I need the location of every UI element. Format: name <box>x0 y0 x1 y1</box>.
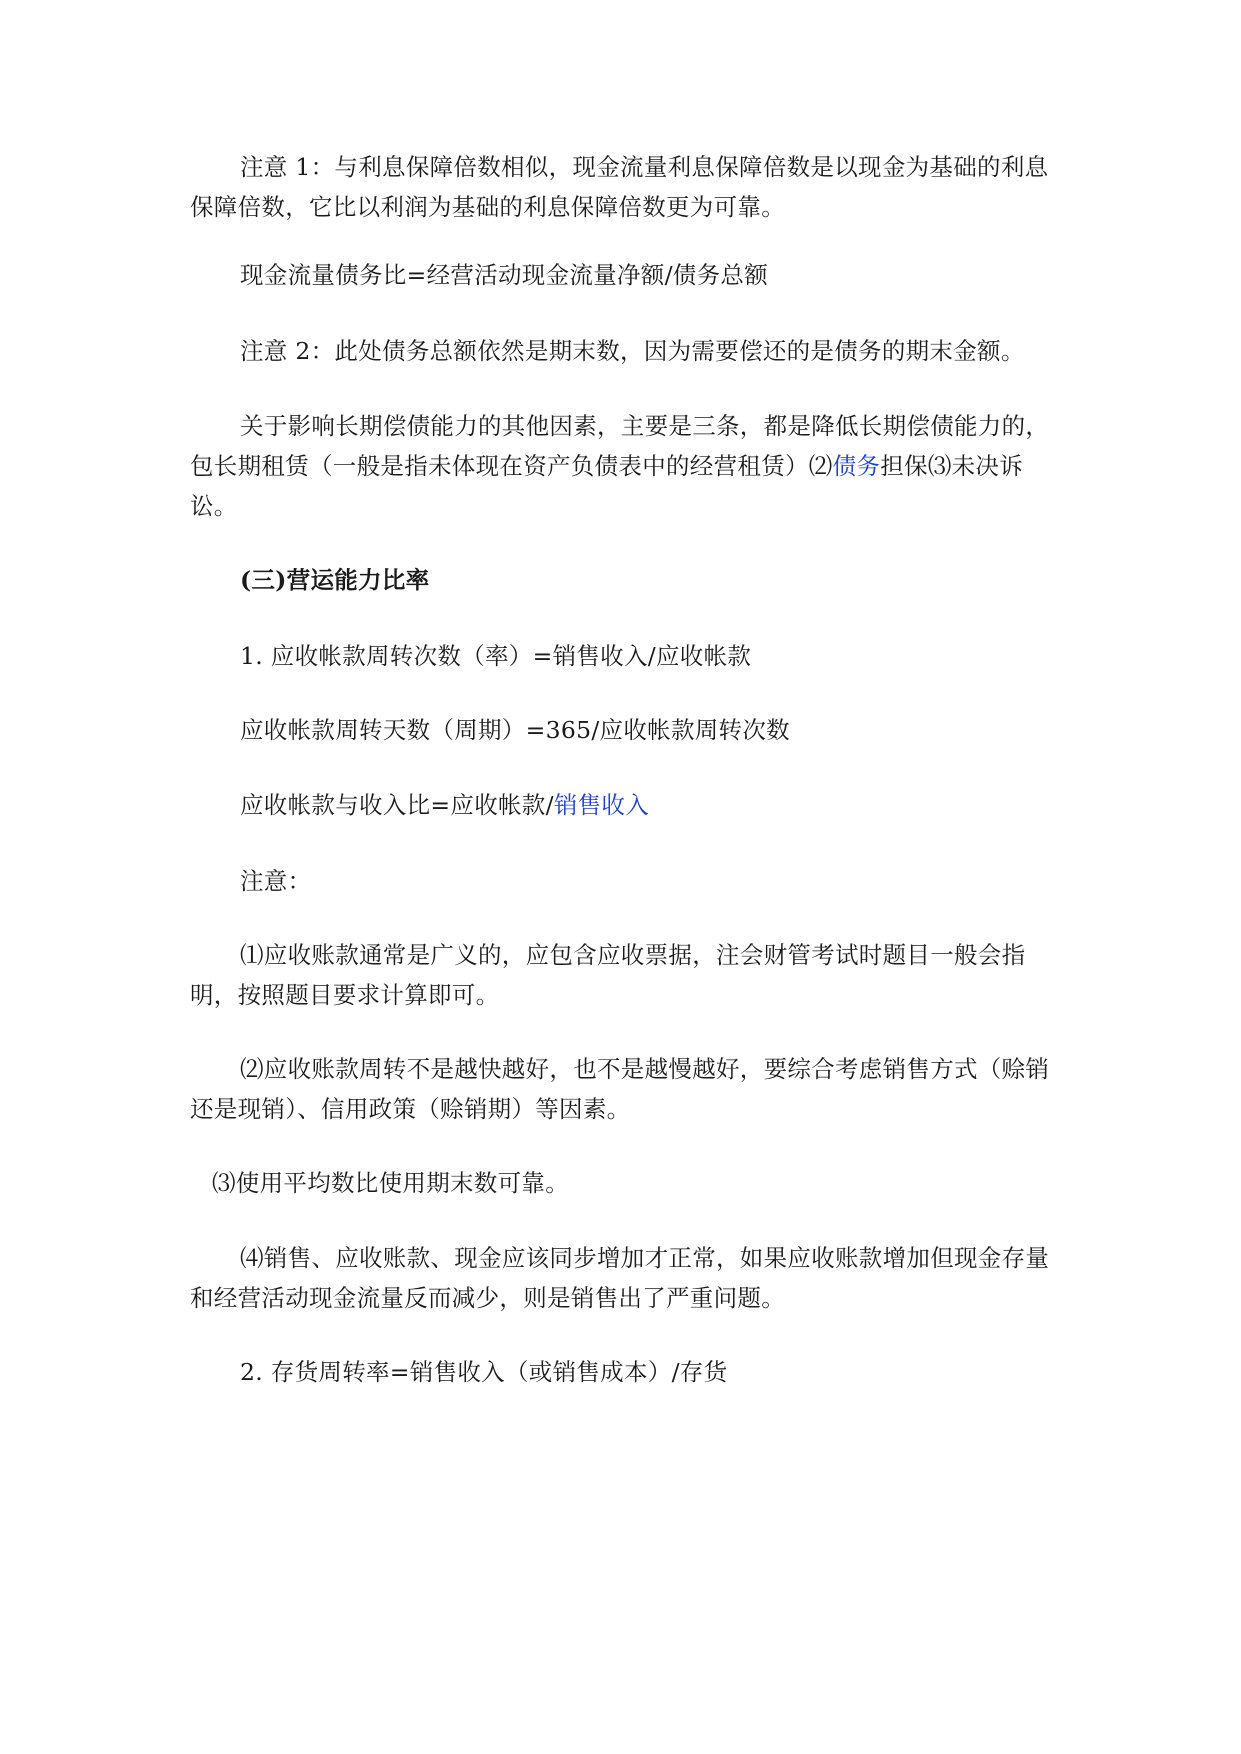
factors-text-part-2: 担保⑶未决诉讼。 <box>190 452 1024 520</box>
long-term-solvency-factors-paragraph <box>190 406 1060 526</box>
note-1-paragraph: 注意 1：与利息保障倍数相似，现金流量利息保障倍数是以现金为基础的利息保障倍数，它比以利润为基础的利息保障倍数更为可靠。 <box>190 153 1049 221</box>
note-item-4: ⑷销售、应收账款、现金应该同步增加才正常，如果应收账款增加但现金存量和经营活动现金流量反而减少，则是销售出了严重问题。 <box>190 1244 1050 1312</box>
inventory-turnover-formula: 2. 存货周转率=销售收入（或销售成本）/存货 <box>240 1358 728 1386</box>
note-item-2: ⑵应收账款周转不是越快越好，也不是越慢越好，要综合考虑销售方式（赊销还是现销）、信用政策（赊销期）等因素。 <box>190 1055 1050 1123</box>
note-2-paragraph: 注意 2：此处债务总额依然是期末数，因为需要偿还的是债务的期末金额。 <box>240 337 1025 365</box>
factors-text-part-1: 关于影响长期偿债能力的其他因素，主要是三条，都是降低长期偿债能力的，包长期租赁（一般是指未体现在资产负债表中的经营租赁）⑵ <box>190 412 1050 480</box>
receivables-to-revenue-formula <box>190 785 1060 825</box>
receivables-turnover-formula: 1. 应收帐款周转次数（率）=销售收入/应收帐款 <box>240 642 752 670</box>
section-heading-operating-capability: (三)营运能力比率 <box>240 566 430 594</box>
note-item-1: ⑴应收账款通常是广义的，应包含应收票据，注会财管考试时题目一般会指明，按照题目要求计算即可。 <box>190 941 1026 1009</box>
receivables-turnover-days-formula: 应收帐款周转天数（周期）=365/应收帐款周转次数 <box>240 716 790 744</box>
note-label: 注意： <box>240 867 312 895</box>
note-item-3: ⑶使用平均数比使用期末数可靠。 <box>212 1169 569 1197</box>
sales-revenue-link[interactable]: 销售收入 <box>553 791 650 819</box>
debt-link[interactable]: 债务 <box>832 452 881 480</box>
receivables-to-revenue-text: 应收帐款与收入比=应收帐款/ <box>240 791 554 819</box>
cash-flow-debt-ratio-formula: 现金流量债务比=经营活动现金流量净额/债务总额 <box>240 261 769 289</box>
